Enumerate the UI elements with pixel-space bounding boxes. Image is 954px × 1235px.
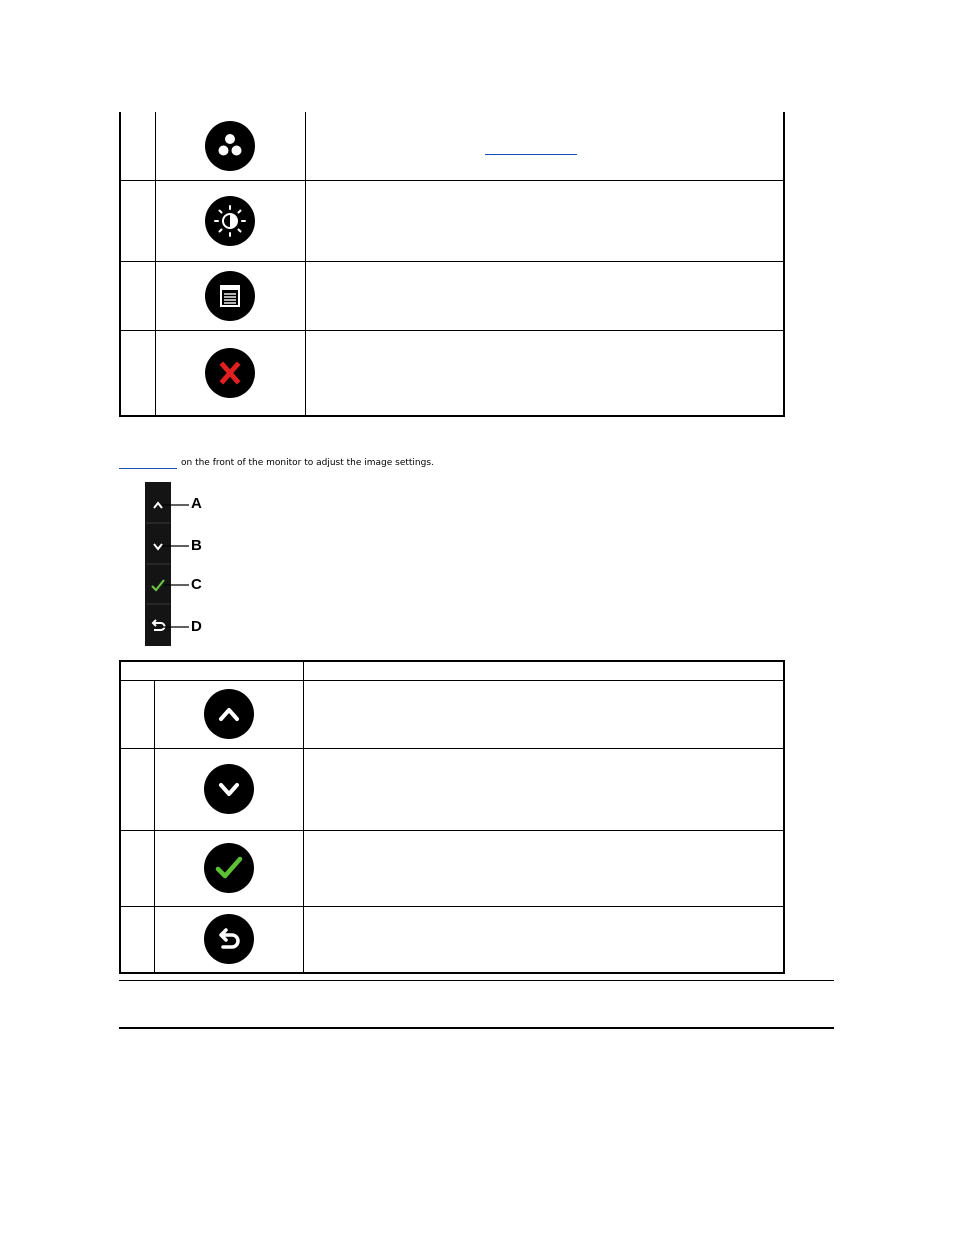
caption-text: on the front of the monitor to adjust the image settings.	[181, 458, 434, 468]
front-panel-buttons-table	[119, 112, 785, 417]
icon-cell	[155, 330, 305, 416]
button-strip-image	[145, 482, 205, 646]
up-icon	[204, 689, 254, 739]
table-row	[120, 330, 784, 416]
icon-cell	[154, 906, 303, 973]
button-label-d: D	[191, 618, 202, 635]
label-cell	[120, 906, 154, 973]
divider-rule	[119, 980, 834, 981]
table-row	[120, 906, 784, 973]
description-cell	[303, 830, 784, 906]
icon-cell	[155, 112, 305, 180]
table-row	[120, 112, 784, 180]
icon-cell	[155, 180, 305, 261]
menu-icon	[205, 271, 255, 321]
label-cell	[120, 112, 155, 180]
label-cell	[120, 330, 155, 416]
button-label-b: B	[191, 537, 202, 554]
exit-icon	[205, 348, 255, 398]
brightness-contrast-icon	[205, 196, 255, 246]
table-header-row	[120, 661, 784, 680]
divider-rule	[119, 1027, 834, 1029]
preset-modes-link[interactable]	[485, 153, 577, 155]
icon-cell	[154, 680, 303, 748]
icon-cell	[155, 261, 305, 330]
header-cell-button	[120, 661, 303, 680]
description-cell	[305, 330, 784, 416]
table-row	[120, 748, 784, 830]
osd-buttons-table	[119, 660, 785, 974]
description-cell	[303, 680, 784, 748]
icon-cell	[154, 830, 303, 906]
table-row	[120, 180, 784, 261]
front-panel-buttons-link[interactable]	[119, 467, 177, 469]
description-cell	[305, 112, 784, 180]
description-cell	[305, 180, 784, 261]
table-row	[120, 261, 784, 330]
preset-modes-icon	[205, 121, 255, 171]
header-cell-description	[303, 661, 784, 680]
label-cell	[120, 748, 154, 830]
back-icon	[204, 914, 254, 964]
table-row	[120, 830, 784, 906]
icon-cell	[154, 748, 303, 830]
button-label-c: C	[191, 576, 202, 593]
label-cell	[120, 261, 155, 330]
table-row	[120, 680, 784, 748]
label-cell	[120, 830, 154, 906]
ok-icon	[204, 843, 254, 893]
description-cell	[303, 748, 784, 830]
down-icon	[204, 764, 254, 814]
description-cell	[303, 906, 784, 973]
label-cell	[120, 680, 154, 748]
description-cell	[305, 261, 784, 330]
button-label-a: A	[191, 495, 202, 512]
label-cell	[120, 180, 155, 261]
